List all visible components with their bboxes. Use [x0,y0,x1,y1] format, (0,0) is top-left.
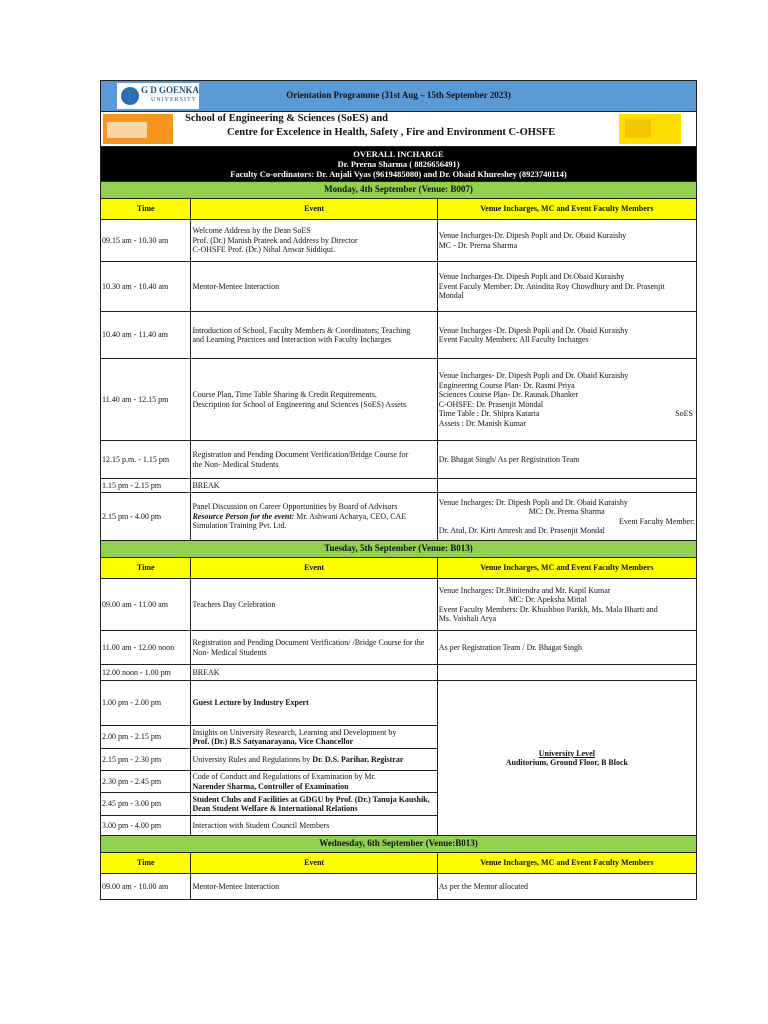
col-time: Time [101,199,191,220]
merged-venue-cell: University Level Auditorium, Ground Floor, B Block [437,681,696,836]
faculty-coordinators: Faculty Co-ordinators: Dr. Anjali Vyas (9619485080) and Dr. Obaid Khureshey (8923740114) [230,169,567,179]
logo-text: G D GOENKA [141,85,200,95]
schedule-table [100,80,697,900]
table-row: 12.15 p.m. - 1.15 pm Registration and Pending Document Verification/Bridge Course for the Non- Medical Students Dr. Bhagat Singh/ As per Registration Team [101,441,697,479]
incharge-name: Dr. Prerna Sharma ( 8826656491) [337,159,460,169]
programme-title: Orientation Programme (31st Aug – 15th September 2023) [286,90,511,101]
soes-logo [103,114,173,144]
day3-column-headers: Time Event Venue Incharges, MC and Event Faculty Members [101,853,697,874]
table-row: 11.00 am - 12.00 noon Registration and Pending Document Verification/ /Bridge Course for the Non- Medical Students As per Registration Team / Dr. Bhagat Singh [101,631,697,665]
orientation-schedule-sheet [100,80,697,900]
day1-heading: Monday, 4th September (Venue: B007) [101,182,697,199]
school-line-1: School of Engineering & Sciences (SoES) and [185,113,389,124]
logo-subtext: UNIVERSITY [151,97,197,103]
table-row: 09.00 am - 11.00 am Teachers Day Celebration Venue Incharges: Dr.Binitendra and Mr. Kapil Kumar MC: Dr. Apeksha Mittal Event Faculty Members: Dr. Khushboo Parikh, Ms. Mala Bharti and Ms. Vaishali Arya [101,579,697,631]
table-row: 2.45 pm - 3.00 pm Student Clubs and Facilities at GDGU by Prof. (Dr.) Tanuja Kaushik, Dean Student Welfare & International Relations [101,793,697,816]
table-row: 2.15 pm - 2.30 pm University Rules and Regulations by Dr. D.S. Parihar, Registrar [101,749,697,771]
table-row: 12.00 noon - 1.00 pm BREAK [101,665,697,681]
col-event: Event [191,199,437,220]
day1-column-headers [101,199,697,220]
incharge-row [101,147,697,182]
day2-column-headers: Time Event Venue Incharges, MC and Event Faculty Members [101,558,697,579]
table-row: 10.30 am - 10.40 am Mentor-Mentee Interaction Venue Incharges-Dr. Dipesh Popli and Dr.Obaid Kuraishy Event Faculy Member: Dr. Anindita Roy Chowdhury and Dr. Prasenjit Mondal [101,262,697,312]
day3-heading: Wednesday, 6th September (Venue:B013) [101,836,697,853]
table-row: 09.00 am - 10.00 am Mentor-Mentee Interaction As per the Mentor allocated [101,874,697,900]
gd-goenka-logo [117,83,199,109]
table-row: 2.00 pm - 2.15 pm Insights on University Research, Learning and Development by Prof. (Dr.) B.S Satyanarayana, Vice Chancellor [101,726,697,749]
title-row [101,81,697,112]
table-row: 1.00 pm - 2.00 pm Guest Lecture by Industry Expert University Level Auditorium, Ground Floor, B Block [101,681,697,726]
table-row: 10.40 am - 11.40 am Introduction of School, Faculty Members & Coordinators; Teaching and Learning Practices and Interaction with Faculty Incharges Venue Incharges -Dr. Dipesh Popli and Dr. Obaid Kuraishy Event Faculty Members: All Faculty Incharges [101,312,697,359]
table-row: 2.15 pm - 4.00 pm Panel Discussion on Career Opportunities by Board of Advisors Resource Person for the event: Mr. Ashwani Acharya, CEO, CAE Simulation Training Pvt. Ltd. Venue Incharges: Dr. Dipesh Popli and Dr. Obaid Kuraishy MC: Dr. Prerna Sharma Event Faculty Member: Dr. Atul, Dr. Kirti Amresh and Dr. Prasenjit Mondal [101,493,697,541]
bird-icon [121,87,139,105]
cohsfe-logo [619,114,681,144]
table-row: 11.40 am - 12.15 pm Course Plan, Time Table Sharing & Credit Requirements, Description for School of Engineering and Sciences (SoES) Assets Venue Incharges- Dr. Dipesh Popli and Dr. Obaid Kuraishy Engineering Course Plan- Dr. Rasmi Priya Sciences Course Plan- Dr. Raunak Dhanker C-OHSFE: Dr. Prasenjit Mondal Time Table : Dr. Shipra Kataria SoES Assets : Dr. Manish Kumar [101,359,697,441]
incharge-heading: OVERALL INCHARGE [353,149,444,159]
table-row: 3.00 pm - 4.00 pm Interaction with Student Council Members [101,816,697,836]
table-row: 1.15 pm - 2.15 pm BREAK [101,479,697,493]
school-row [101,112,697,147]
col-venue: Venue Incharges, MC and Event Faculty Members [437,199,696,220]
school-line-2: Centre for Excelence in Health, Safety , Fire and Environment C-OHSFE [227,127,556,138]
table-row: 09.15 am - 10.30 am Welcome Address by the Dean SoES Prof. (Dr.) Manish Prateek and Address by Director C-OHSFE Prof. (Dr.) Nihal Anwar Siddiqui. Venue Incharges-Dr. Dipesh Popli and Dr. Obaid Kuraishy MC - Dr. Prerna Sharma [101,220,697,262]
table-row: 2.30 pm - 2.45 pm Code of Conduct and Regulations of Examination by Mr. Narender Sharma, Controller of Examination [101,771,697,793]
day2-heading: Tuesday, 5th September (Venue: B013) [101,541,697,558]
